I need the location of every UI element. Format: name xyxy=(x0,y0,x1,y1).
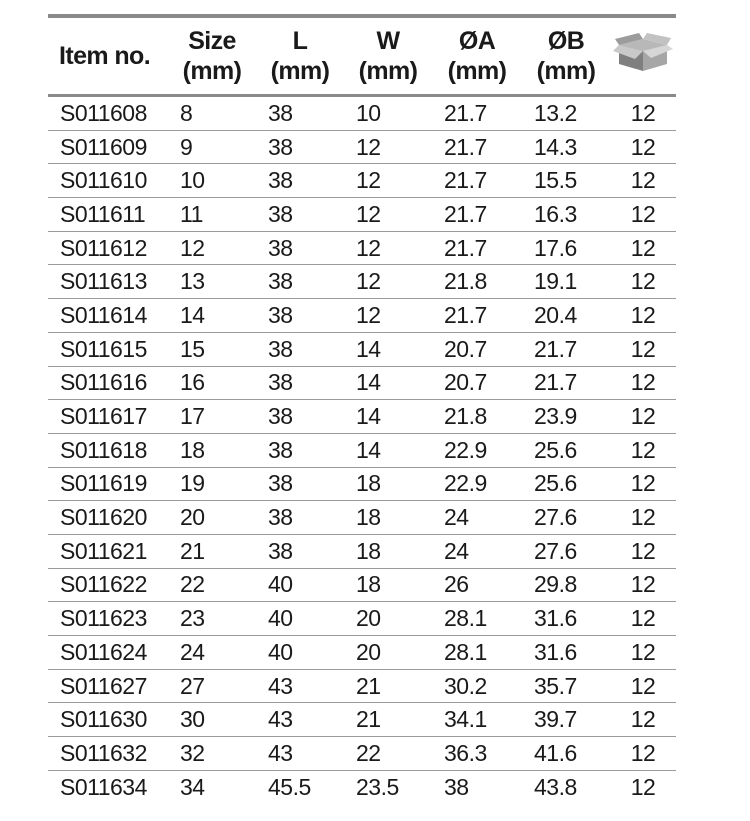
cell-w: 12 xyxy=(344,164,432,198)
cell-size: 16 xyxy=(168,366,256,400)
cell-item-no: S011608 xyxy=(48,96,168,131)
cell-qty: 12 xyxy=(610,231,676,265)
cell-diameter-a: 20.7 xyxy=(432,332,522,366)
cell-diameter-b: 27.6 xyxy=(522,501,610,535)
cell-size: 34 xyxy=(180,773,205,800)
cell-w: 22 xyxy=(344,737,432,771)
header-w-unit: (mm) xyxy=(358,57,418,85)
cell-l: 38 xyxy=(256,164,344,198)
cell-w: 20 xyxy=(344,602,432,636)
cell-w: 12 xyxy=(344,130,432,164)
cell-diameter-a: 22.9 xyxy=(432,433,522,467)
cell-size: 13 xyxy=(168,265,256,299)
header-b-unit: (mm) xyxy=(536,57,596,85)
table-row xyxy=(48,299,676,333)
cell-diameter-b: 39.7 xyxy=(522,703,610,737)
cell-item-no: S011614 xyxy=(48,299,168,333)
cell-diameter-b: 20.4 xyxy=(522,299,610,333)
cell-w: 10 xyxy=(344,96,432,131)
table-row xyxy=(48,96,676,131)
cell-diameter-a: 21.7 xyxy=(432,198,522,232)
cell-qty: 12 xyxy=(610,669,676,703)
table-row xyxy=(48,130,676,164)
cell-diameter-a: 21.7 xyxy=(432,231,522,265)
cell-diameter-a: 22.9 xyxy=(432,467,522,501)
header-b-label: ØB xyxy=(547,27,585,55)
cell-size: 23 xyxy=(168,602,256,636)
cell-diameter-a: 21.7 xyxy=(432,164,522,198)
cell-l: 38 xyxy=(256,231,344,265)
header-w-label: W xyxy=(376,27,400,55)
cell-l: 38 xyxy=(256,299,344,333)
cell-diameter-b: 14.3 xyxy=(522,130,610,164)
cell-diameter-b: 25.6 xyxy=(522,467,610,501)
cell-diameter-b: 21.7 xyxy=(522,366,610,400)
cell-size: 11 xyxy=(168,198,256,232)
cell-l: 43 xyxy=(256,669,344,703)
cell-l: 38 xyxy=(256,501,344,535)
table-row xyxy=(48,770,676,803)
cell-qty: 12 xyxy=(610,198,676,232)
cell-diameter-b: 27.6 xyxy=(522,534,610,568)
cell-l: 40 xyxy=(256,602,344,636)
cell-qty: 12 xyxy=(610,467,676,501)
cell-diameter-b: 31.6 xyxy=(522,636,610,670)
cell-w: 14 xyxy=(344,366,432,400)
cell-size: 9 xyxy=(168,130,256,164)
cell-w: 14 xyxy=(344,400,432,434)
cell-l: 43 xyxy=(256,703,344,737)
header-item-no: Item no. xyxy=(48,18,168,96)
cell-diameter-b: 21.7 xyxy=(522,332,610,366)
header-a xyxy=(432,18,522,96)
cell-size: 27 xyxy=(168,669,256,703)
table-row xyxy=(48,467,676,501)
cell-w: 20 xyxy=(344,636,432,670)
spec-table-container xyxy=(48,14,676,803)
table-row xyxy=(48,737,676,771)
cell-size: 15 xyxy=(168,332,256,366)
header-a-unit: (mm) xyxy=(447,57,507,85)
cell-w: 18 xyxy=(344,534,432,568)
cell-diameter-b: 13.2 xyxy=(522,96,610,131)
cell-qty: 12 xyxy=(610,130,676,164)
cell-l: 38 xyxy=(256,366,344,400)
cell-size: 8 xyxy=(168,96,256,131)
cell-w: 23.5 xyxy=(356,773,399,800)
cell-diameter-b: 25.6 xyxy=(522,433,610,467)
cell-qty: 12 xyxy=(610,703,676,737)
cell-size: 30 xyxy=(168,703,256,737)
cell-item-no: S011617 xyxy=(48,400,168,434)
cell-l: 38 xyxy=(256,534,344,568)
table-row xyxy=(48,602,676,636)
carton-box-icon xyxy=(613,31,673,82)
cell-diameter-a: 36.3 xyxy=(432,737,522,771)
cell-l: 38 xyxy=(256,130,344,164)
cell-l: 43 xyxy=(256,737,344,771)
cell-qty: 12 xyxy=(610,501,676,535)
cell-item-no: S011622 xyxy=(48,568,168,602)
cell-w: 18 xyxy=(344,467,432,501)
cell-diameter-b: 29.8 xyxy=(522,568,610,602)
header-l-label: L xyxy=(292,27,308,55)
cell-item-no: S011613 xyxy=(48,265,168,299)
cell-size: 17 xyxy=(168,400,256,434)
cell-diameter-a: 21.7 xyxy=(432,299,522,333)
cell-diameter-b: 31.6 xyxy=(522,602,610,636)
cell-qty: 12 xyxy=(610,433,676,467)
cell-size: 19 xyxy=(168,467,256,501)
cell-diameter-a: 20.7 xyxy=(432,366,522,400)
cell-diameter-a: 28.1 xyxy=(432,602,522,636)
cell-item-no: S011624 xyxy=(48,636,168,670)
cell-diameter-a: 30.2 xyxy=(432,669,522,703)
cell-item-no: S011621 xyxy=(48,534,168,568)
cell-diameter-a: 24 xyxy=(432,501,522,535)
header-l-unit: (mm) xyxy=(270,57,330,85)
cell-w: 12 xyxy=(344,231,432,265)
table-row xyxy=(48,636,676,670)
cell-qty: 12 xyxy=(610,366,676,400)
table-row xyxy=(48,501,676,535)
cell-l: 40 xyxy=(256,568,344,602)
cell-qty: 12 xyxy=(610,737,676,771)
cell-diameter-a: 21.7 xyxy=(432,96,522,131)
table-row xyxy=(48,265,676,299)
cell-diameter-b: 17.6 xyxy=(522,231,610,265)
cell-size: 10 xyxy=(168,164,256,198)
cell-diameter-b: 15.5 xyxy=(522,164,610,198)
header-size-label: Size xyxy=(188,27,236,55)
cell-size: 24 xyxy=(168,636,256,670)
cell-l: 38 xyxy=(256,265,344,299)
cell-size: 14 xyxy=(168,299,256,333)
cell-l: 38 xyxy=(256,467,344,501)
cell-qty: 12 xyxy=(610,602,676,636)
cell-diameter-b: 41.6 xyxy=(522,737,610,771)
cell-w: 21 xyxy=(344,669,432,703)
cell-l: 38 xyxy=(256,400,344,434)
cell-l: 45.5 xyxy=(268,773,311,800)
cell-qty: 12 xyxy=(610,164,676,198)
cell-qty: 12 xyxy=(610,265,676,299)
cell-qty: 12 xyxy=(610,534,676,568)
cell-item-no: S011630 xyxy=(48,703,168,737)
cell-qty: 12 xyxy=(610,96,676,131)
cell-l: 38 xyxy=(256,332,344,366)
header-box xyxy=(610,18,676,96)
table-row xyxy=(48,400,676,434)
cell-diameter-a: 21.8 xyxy=(432,400,522,434)
cell-diameter-a: 38 xyxy=(444,773,469,800)
table-row xyxy=(48,198,676,232)
cell-item-no: S011627 xyxy=(48,669,168,703)
header-size-unit: (mm) xyxy=(182,57,242,85)
header-a-label: ØA xyxy=(458,27,496,55)
spec-table xyxy=(48,18,676,803)
table-row xyxy=(48,433,676,467)
cell-w: 12 xyxy=(344,198,432,232)
cell-size: 21 xyxy=(168,534,256,568)
header-row xyxy=(48,18,676,96)
cell-qty: 12 xyxy=(610,299,676,333)
cell-w: 18 xyxy=(344,501,432,535)
cell-diameter-a: 28.1 xyxy=(432,636,522,670)
table-row xyxy=(48,669,676,703)
spec-table-body xyxy=(48,96,676,804)
cell-item-no: S011610 xyxy=(48,164,168,198)
cell-l: 38 xyxy=(256,198,344,232)
cell-diameter-a: 24 xyxy=(432,534,522,568)
header-b xyxy=(522,18,610,96)
cell-item-no: S011611 xyxy=(48,198,168,232)
cell-diameter-b: 43.8 xyxy=(534,773,577,800)
cell-item-no: S011618 xyxy=(48,433,168,467)
cell-item-no: S011623 xyxy=(48,602,168,636)
cell-diameter-b: 35.7 xyxy=(522,669,610,703)
cell-diameter-a: 21.8 xyxy=(432,265,522,299)
cell-size: 12 xyxy=(168,231,256,265)
cell-qty: 12 xyxy=(630,773,656,800)
table-row xyxy=(48,332,676,366)
cell-diameter-a: 34.1 xyxy=(432,703,522,737)
cell-qty: 12 xyxy=(610,636,676,670)
cell-diameter-a: 21.7 xyxy=(432,130,522,164)
cell-l: 38 xyxy=(256,433,344,467)
cell-item-no: S011634 xyxy=(60,773,147,800)
cell-item-no: S011616 xyxy=(48,366,168,400)
cell-qty: 12 xyxy=(610,400,676,434)
cell-item-no: S011632 xyxy=(48,737,168,771)
cell-l: 40 xyxy=(256,636,344,670)
table-row xyxy=(48,231,676,265)
cell-qty: 12 xyxy=(610,332,676,366)
cell-w: 12 xyxy=(344,299,432,333)
header-l xyxy=(256,18,344,96)
cell-w: 12 xyxy=(344,265,432,299)
cell-w: 21 xyxy=(344,703,432,737)
table-row xyxy=(48,366,676,400)
cell-diameter-b: 16.3 xyxy=(522,198,610,232)
cell-item-no: S011615 xyxy=(48,332,168,366)
cell-diameter-a: 26 xyxy=(432,568,522,602)
cell-size: 22 xyxy=(168,568,256,602)
table-row xyxy=(48,568,676,602)
cell-size: 32 xyxy=(168,737,256,771)
cell-item-no: S011609 xyxy=(48,130,168,164)
table-row xyxy=(48,703,676,737)
cell-w: 14 xyxy=(344,332,432,366)
table-row xyxy=(48,164,676,198)
header-size xyxy=(168,18,256,96)
cell-diameter-b: 23.9 xyxy=(522,400,610,434)
cell-size: 18 xyxy=(168,433,256,467)
cell-qty: 12 xyxy=(610,568,676,602)
cell-w: 18 xyxy=(344,568,432,602)
cell-item-no: S011619 xyxy=(48,467,168,501)
cell-diameter-b: 19.1 xyxy=(522,265,610,299)
cell-l: 38 xyxy=(256,96,344,131)
table-row xyxy=(48,534,676,568)
header-w xyxy=(344,18,432,96)
cell-item-no: S011612 xyxy=(48,231,168,265)
cell-size: 20 xyxy=(168,501,256,535)
cell-item-no: S011620 xyxy=(48,501,168,535)
cell-w: 14 xyxy=(344,433,432,467)
